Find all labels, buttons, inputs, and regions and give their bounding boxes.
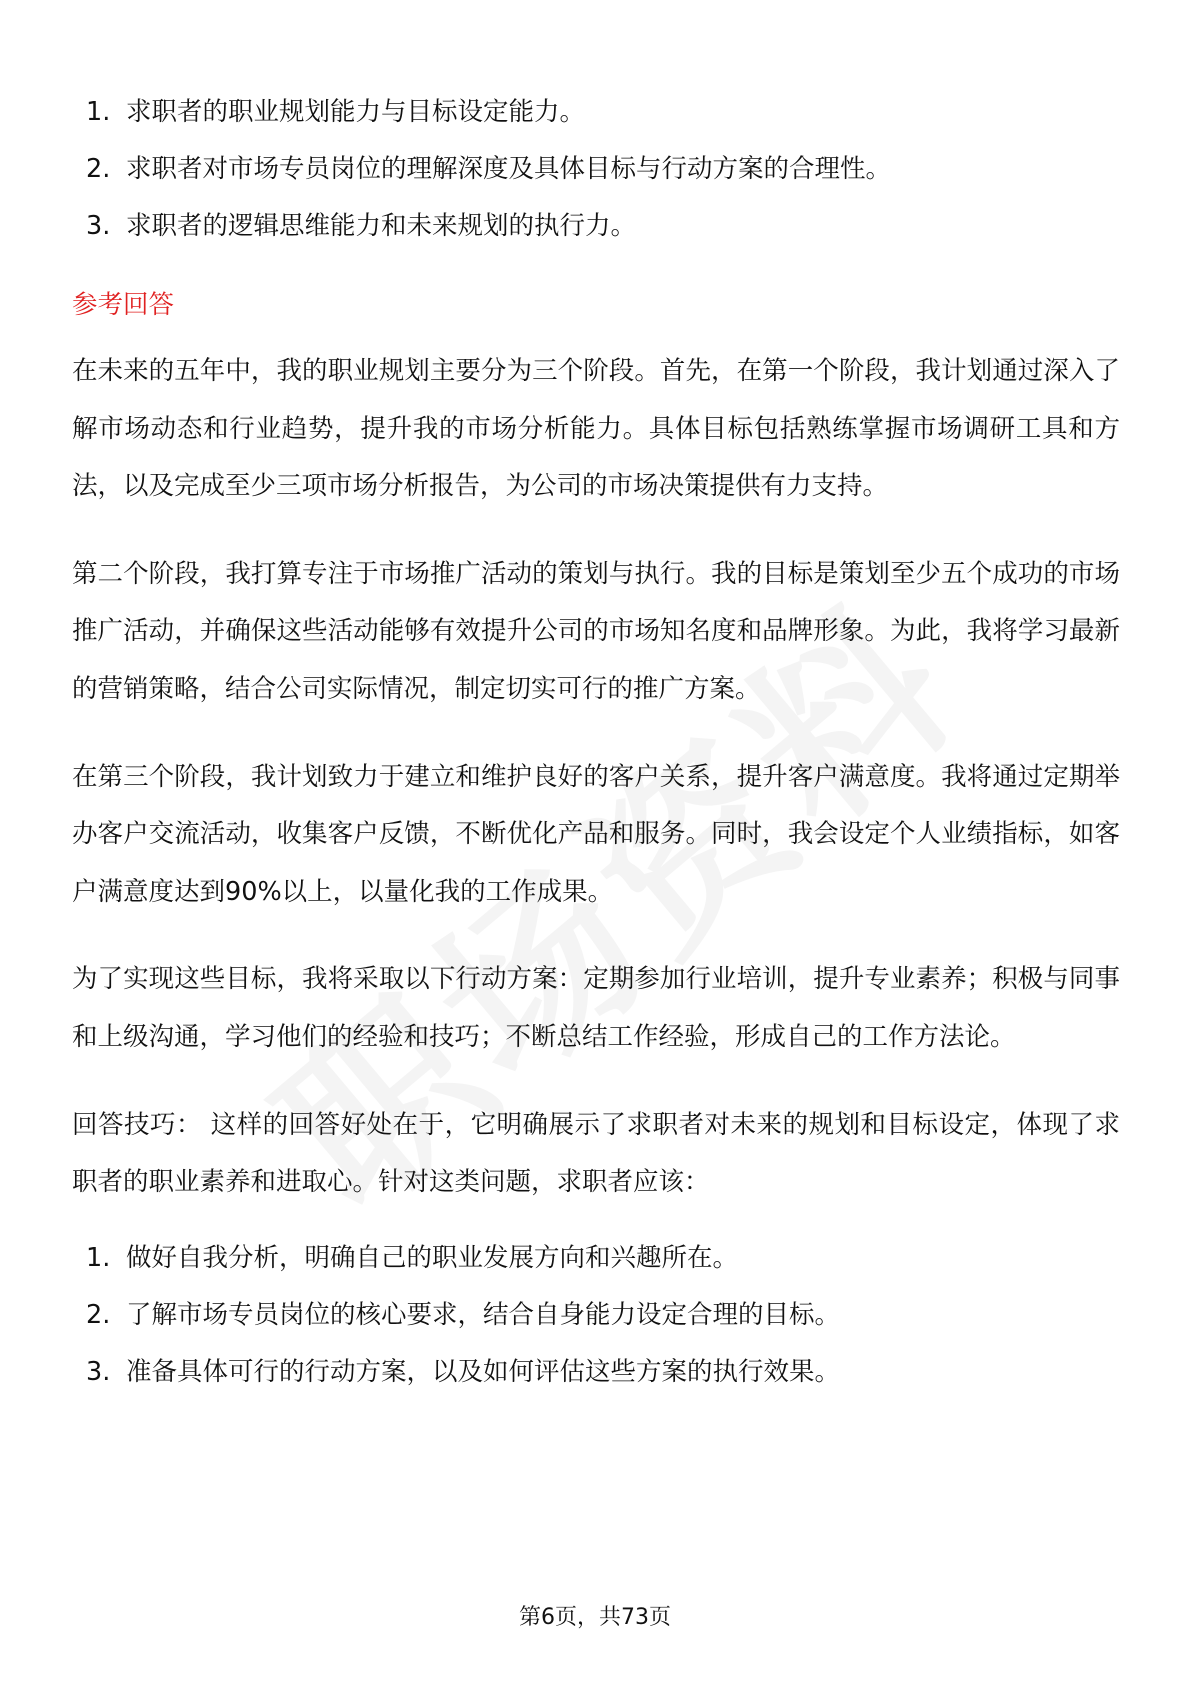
list-item xyxy=(72,1230,1120,1287)
list-item-number: 2. xyxy=(86,1299,111,1330)
evaluation-points-list xyxy=(72,84,1120,255)
list-item-number: 3. xyxy=(86,211,111,241)
list-item xyxy=(72,1287,1120,1344)
list-item-number: 1. xyxy=(86,1242,111,1273)
paragraph: 第二个阶段，我打算专注于市场推广活动的策划与执行。我的目标是策划至少五个成功的市场推广活动，并确保这些活动能够有效提升公司的市场知名度和品牌形象。为此，我将学习最新的营销策略，结合公司实际情况，制定切实可行的推广方案。 xyxy=(72,558,1120,704)
page-number-footer: 第6页，共73页 xyxy=(519,1605,671,1630)
list-item-number: 2. xyxy=(86,154,111,184)
list-item-number: 1. xyxy=(86,97,111,127)
list-item xyxy=(72,84,1120,141)
list-item xyxy=(72,198,1120,255)
list-item xyxy=(72,141,1120,198)
tips-list xyxy=(72,1230,1120,1401)
paragraph: 为了实现这些目标，我将采取以下行动方案：定期参加行业培训，提升专业素养；积极与同事和上级沟通，学习他们的经验和技巧；不断总结工作经验，形成自己的工作方法论。 xyxy=(72,964,1120,1052)
paragraph: 在未来的五年中，我的职业规划主要分为三个阶段。首先，在第一个阶段，我计划通过深入了解市场动态和行业趋势，提升我的市场分析能力。具体目标包括熟练掌握市场调研工具和方法，以及完成至少三项市场分析报告，为公司的市场决策提供有力支持。 xyxy=(72,356,1120,502)
list-item-text: 做好自我分析，明确自己的职业发展方向和兴趣所在。 xyxy=(126,1242,739,1273)
list-item xyxy=(72,1344,1120,1401)
list-item-text: 求职者的逻辑思维能力和未来规划的执行力。 xyxy=(126,211,637,241)
list-item-number: 3. xyxy=(86,1356,111,1387)
section-heading: 参考回答 xyxy=(72,290,175,320)
list-item-text: 了解市场专员岗位的核心要求，结合自身能力设定合理的目标。 xyxy=(126,1299,841,1330)
list-item-text: 求职者的职业规划能力与目标设定能力。 xyxy=(126,97,586,127)
paragraph: 在第三个阶段，我计划致力于建立和维护良好的客户关系，提升客户满意度。我将通过定期举办客户交流活动，收集客户反馈，不断优化产品和服务。同时，我会设定个人业绩指标，如客户满意度达到90%以上，以量化我的工作成果。 xyxy=(72,761,1120,907)
list-item-text: 准备具体可行的行动方案，以及如何评估这些方案的执行效果。 xyxy=(126,1356,841,1387)
paragraph: 回答技巧： 这样的回答好处在于，它明确展示了求职者对未来的规划和目标设定，体现了求职者的职业素养和进取心。针对这类问题，求职者应该： xyxy=(72,1109,1120,1198)
page-content xyxy=(72,84,1120,1401)
list-item-text: 求职者对市场专员岗位的理解深度及具体目标与行动方案的合理性。 xyxy=(126,154,892,184)
